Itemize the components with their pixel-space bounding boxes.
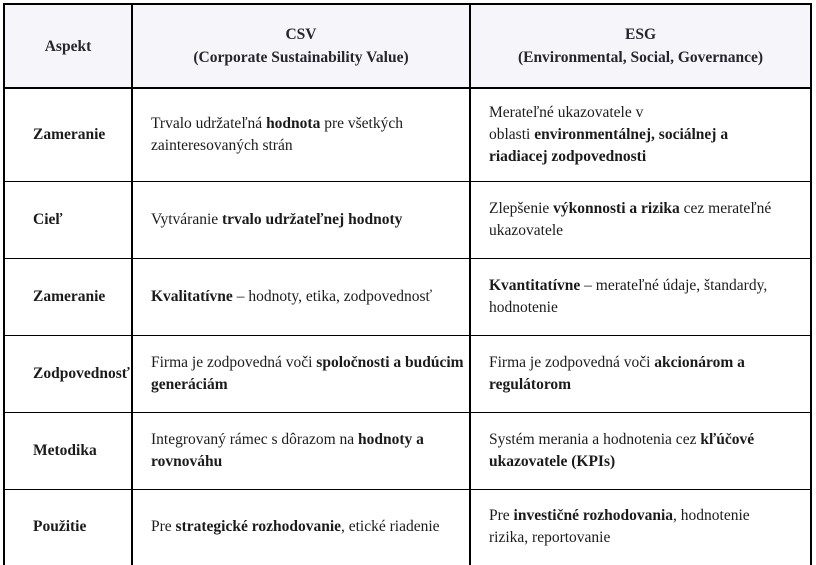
bold-text: trvalo udržateľnej hodnoty xyxy=(222,210,403,228)
text: – merateľné údaje, štandardy, hodnotenie xyxy=(489,276,768,316)
text: Zameranie xyxy=(33,125,106,143)
table-header xyxy=(4,4,811,88)
comparison-table xyxy=(3,3,812,565)
text: Systém merania a hodnotenia cez xyxy=(489,430,701,448)
esg-cell xyxy=(470,412,811,489)
header-csv xyxy=(132,4,470,88)
bold-text: výkonnosti a rizika xyxy=(553,199,680,217)
text: Merateľné ukazovatele v xyxy=(489,103,644,121)
text: (Environmental, Social, Governance) xyxy=(517,49,764,66)
aspect-cell xyxy=(4,489,132,565)
header-row xyxy=(4,4,811,88)
text: oblasti xyxy=(489,125,535,143)
bold-text: Kvantitatívne xyxy=(489,276,581,294)
csv-cell xyxy=(132,335,470,412)
table-row xyxy=(4,88,811,181)
header-esg xyxy=(470,4,811,88)
text: Zlepšenie xyxy=(489,199,554,217)
text: Vytváranie xyxy=(151,210,223,228)
bold-text: akcionárom a regulátorom xyxy=(489,353,745,393)
text: CSV xyxy=(285,26,317,43)
csv-cell xyxy=(132,181,470,258)
header-aspekt xyxy=(4,4,132,88)
aspect-cell xyxy=(4,88,132,181)
aspect-cell xyxy=(4,335,132,412)
bold-text: investičné rozhodovania xyxy=(513,507,674,524)
text: Použitie xyxy=(33,518,87,535)
text: Aspekt xyxy=(44,37,92,55)
text: – hodnoty, etika, zodpovednosť xyxy=(232,287,433,305)
esg-cell xyxy=(470,258,811,335)
table-row xyxy=(4,412,811,489)
aspect-cell xyxy=(4,258,132,335)
aspect-cell xyxy=(4,412,132,489)
csv-cell xyxy=(132,489,470,565)
table-body xyxy=(4,88,811,565)
csv-cell xyxy=(132,88,470,181)
table-row xyxy=(4,258,811,335)
text: ESG xyxy=(624,26,656,43)
text: Firma je zodpovedná voči xyxy=(151,353,317,371)
table-row xyxy=(4,489,811,565)
bold-text: environmentálnej, sociálnej a riadiacej zodpovednosti xyxy=(489,125,729,165)
text: (Corporate Sustainability Value) xyxy=(193,49,409,66)
esg-cell xyxy=(470,181,811,258)
csv-cell xyxy=(132,412,470,489)
text: pre všetkých zainteresovaných strán xyxy=(151,114,403,154)
text: Pre xyxy=(489,507,514,524)
aspect-cell xyxy=(4,181,132,258)
text: Metodika xyxy=(33,441,97,459)
text: cez merateľné ukazovatele xyxy=(489,199,772,239)
bold-text: spoločnosti a budúcim generáciám xyxy=(151,353,464,393)
text: Zodpovednosť xyxy=(33,364,130,382)
bold-text: hodnota xyxy=(266,114,321,132)
bold-text: strategické rozhodovanie xyxy=(175,518,341,535)
table-row xyxy=(4,335,811,412)
text: Zameranie xyxy=(33,287,106,305)
text: Cieľ xyxy=(33,210,63,228)
esg-cell xyxy=(470,88,811,181)
text: Trvalo udržateľná xyxy=(151,114,267,132)
bold-text: Kvalitatívne xyxy=(151,287,233,305)
csv-cell xyxy=(132,258,470,335)
text: , hodnotenie rizika, reportovanie xyxy=(489,507,750,546)
esg-cell xyxy=(470,335,811,412)
esg-cell xyxy=(470,489,811,565)
bold-text: hodnoty a rovnováhu xyxy=(151,430,424,470)
text: Integrovaný rámec s dôrazom na xyxy=(151,430,359,448)
text: , etické riadenie xyxy=(341,518,440,535)
text: Pre xyxy=(151,518,176,535)
text: Firma je zodpovedná voči xyxy=(489,353,655,371)
bold-text: kľúčové ukazovatele (KPIs) xyxy=(489,430,755,470)
table-row xyxy=(4,181,811,258)
